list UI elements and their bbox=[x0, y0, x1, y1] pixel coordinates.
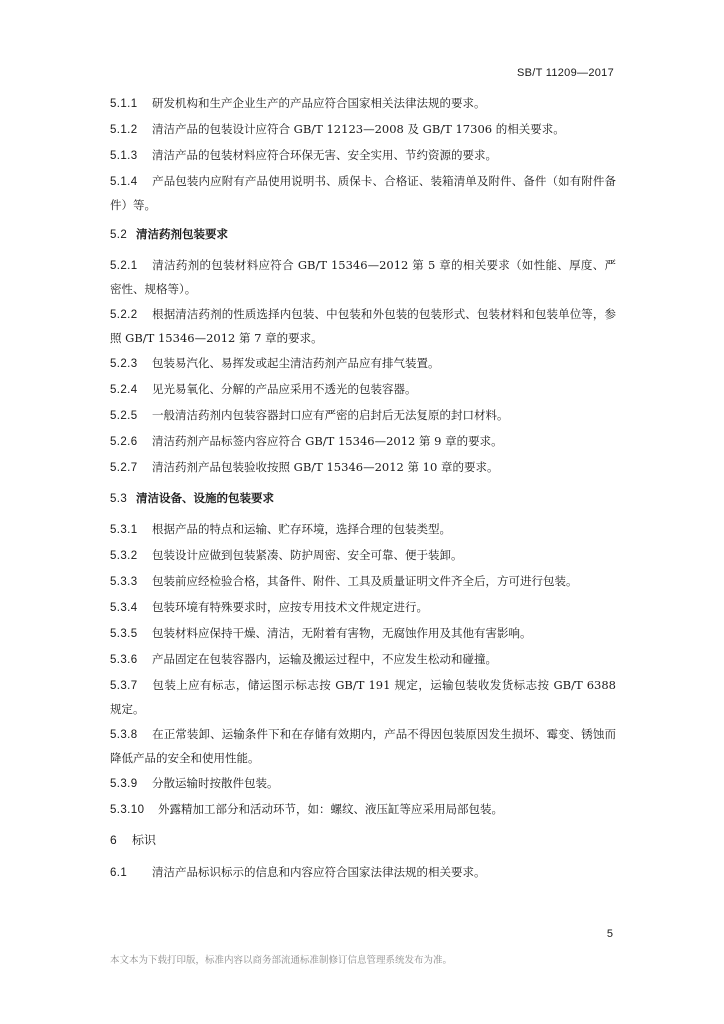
clause-text: 在正常装卸、运输条件下和在存储有效期内，产品不得因包装原因发生损坏、霉变、锈蚀而降低产品的安全和使用性能。 bbox=[110, 727, 616, 765]
clause-item bbox=[110, 570, 616, 594]
clause-number: 5.3.6 bbox=[110, 654, 138, 667]
clause-text: 研发机构和生产企业生产的产品应符合国家相关法律法规的要求。 bbox=[152, 96, 486, 110]
clause-number: 5.2.2 bbox=[110, 309, 138, 322]
clause-number: 5.1.1 bbox=[110, 98, 138, 110]
clause-number: 5.2.4 bbox=[110, 383, 138, 396]
clause-item bbox=[110, 772, 616, 796]
clause-item bbox=[110, 254, 616, 300]
clause-item bbox=[110, 622, 616, 646]
clause-number: 5.3.10 bbox=[110, 803, 145, 816]
clause-text: 分散运输时按散件包装。 bbox=[152, 775, 279, 790]
clause-item bbox=[110, 404, 616, 428]
clause-text: 根据产品的特点和运输、贮存环境，选择合理的包装类型。 bbox=[152, 521, 451, 536]
clause-number: 5.3.5 bbox=[110, 628, 138, 641]
clause-text: 清洁产品标识标示的信息和内容应符合国家法律法规的相关要求。 bbox=[152, 865, 486, 880]
clause-number: 5.2.3 bbox=[110, 357, 138, 370]
clause-item bbox=[110, 544, 616, 568]
section-title: 清洁设备、设施的包装要求 bbox=[136, 490, 274, 505]
clause-number: 5.1.3 bbox=[110, 150, 138, 163]
clause-number: 5.2.6 bbox=[110, 436, 138, 449]
clause-number: 5.2.7 bbox=[110, 462, 138, 475]
clause-item bbox=[110, 303, 616, 349]
page-number: 5 bbox=[606, 928, 613, 940]
clause-item bbox=[110, 170, 616, 216]
clause-text: 包装易汽化、易挥发或起尘清洁药剂产品应有排气装置。 bbox=[152, 355, 440, 370]
clause-item bbox=[110, 674, 616, 720]
clause-number: 5.3.1 bbox=[110, 523, 138, 536]
clause-text: 外露精加工部分和活动环节，如：螺纹、液压缸等应采用局部包装。 bbox=[158, 801, 503, 816]
clause-item bbox=[110, 430, 616, 454]
clause-text: 清洁药剂产品包装验收按照 GB/T 15346—2012 第 10 章的要求。 bbox=[152, 460, 499, 475]
clause-text: 清洁产品的包装材料应符合环保无害、安全实用、节约资源的要求。 bbox=[152, 148, 497, 163]
clause-number: 5.3.9 bbox=[110, 777, 138, 790]
clause-item bbox=[110, 118, 616, 142]
clause-item bbox=[110, 861, 616, 885]
clause-number: 5.3.3 bbox=[110, 576, 138, 588]
clause-group-5-1 bbox=[110, 92, 616, 216]
clause-text: 包装材料应保持干燥、清洁，无附着有害物，无腐蚀作用及其他有害影响。 bbox=[152, 626, 532, 641]
clause-number: 5.3.4 bbox=[110, 602, 138, 615]
clause-number: 5.3.2 bbox=[110, 549, 138, 562]
section-number: 5.2 bbox=[110, 229, 128, 242]
clause-item bbox=[110, 378, 616, 402]
clause-number: 5.2.1 bbox=[110, 260, 138, 273]
clause-text: 包装前应经检验合格，其备件、附件、工具及质量证明文件齐全后，方可进行包装。 bbox=[152, 574, 578, 588]
clause-item bbox=[110, 596, 616, 620]
clause-text: 根据清洁药剂的性质选择内包装、中包装和外包装的包装形式、包装材料和包装单位等，参照 GB/T 15346—2012 第 7 章的要求。 bbox=[110, 307, 616, 345]
clause-text: 清洁产品的包装设计应符合 GB/T 12123—2008 及 GB/T 17306 的相关要求。 bbox=[152, 122, 565, 137]
clause-number: 5.3.8 bbox=[110, 729, 138, 742]
section-title: 清洁药剂包装要求 bbox=[136, 227, 228, 242]
clause-group-5-2 bbox=[110, 254, 616, 479]
clause-text: 包装设计应做到包装紧凑、防护周密、安全可靠、便于装卸。 bbox=[152, 547, 463, 562]
footer-notice: 本文本为下载打印版，标准内容以商务部流通标准制修订信息管理系统发布为准。 bbox=[110, 955, 453, 966]
clause-item bbox=[110, 518, 616, 542]
clause-text: 清洁药剂产品标签内容应符合 GB/T 15346—2012 第 9 章的要求。 bbox=[152, 434, 503, 449]
section-heading-6 bbox=[110, 829, 616, 851]
clause-text: 见光易氧化、分解的产品应采用不透光的包装容器。 bbox=[152, 381, 417, 396]
section-number: 6 bbox=[110, 833, 118, 848]
section-heading-5-3 bbox=[110, 487, 616, 510]
clause-number: 6.1 bbox=[110, 867, 128, 880]
clause-number: 5.3.7 bbox=[110, 680, 138, 693]
section-number: 5.3 bbox=[110, 492, 128, 505]
section-heading-5-2 bbox=[110, 223, 616, 246]
clause-item bbox=[110, 798, 616, 822]
clause-item bbox=[110, 352, 616, 376]
clause-item bbox=[110, 648, 616, 672]
clause-number: 5.1.2 bbox=[110, 124, 138, 137]
clause-number: 5.1.4 bbox=[110, 176, 138, 189]
clause-item bbox=[110, 456, 616, 480]
clause-item bbox=[110, 723, 616, 769]
clause-item bbox=[110, 144, 616, 168]
clause-item bbox=[110, 92, 616, 116]
clause-text: 包装环境有特殊要求时，应按专用技术文件规定进行。 bbox=[152, 600, 428, 615]
clause-text: 产品包装内应附有产品使用说明书、质保卡、合格证、装箱清单及附件、备件（如有附件备件）等。 bbox=[110, 174, 616, 212]
clause-text: 一般清洁药剂内包装容器封口应有严密的启封后无法复原的封口材料。 bbox=[152, 408, 509, 423]
clause-group-5-3 bbox=[110, 518, 616, 822]
clause-text: 清洁药剂的包装材料应符合 GB/T 15346—2012 第 5 章的相关要求（如性能、厚度、严密性、规格等）。 bbox=[110, 258, 616, 297]
clause-text: 包装上应有标志，储运图示标志按 GB/T 191 规定，运输包装收发货标志按 GB/T 6388 规定。 bbox=[110, 678, 616, 716]
clause-number: 5.2.5 bbox=[110, 410, 138, 423]
clause-text: 产品固定在包装容器内，运输及搬运过程中，不应发生松动和碰撞。 bbox=[152, 652, 497, 667]
standard-code: SB/T 11209—2017 bbox=[516, 67, 614, 79]
document-body bbox=[110, 92, 616, 888]
section-title: 标识 bbox=[132, 833, 157, 848]
